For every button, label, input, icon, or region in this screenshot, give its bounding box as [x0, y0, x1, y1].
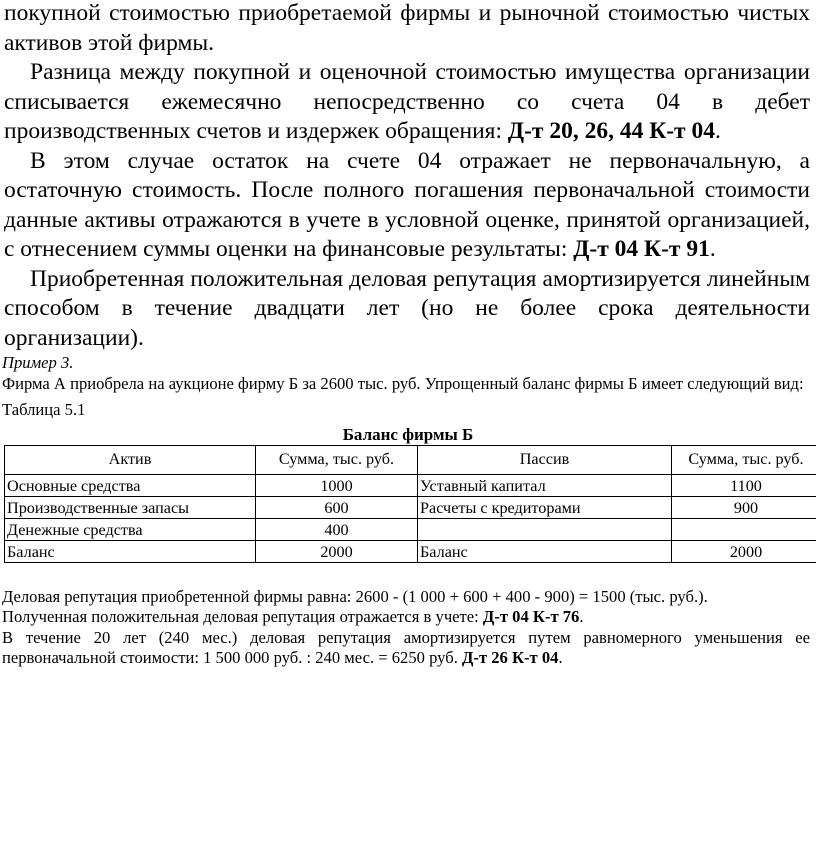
cell-asset: Основные средства: [5, 474, 256, 496]
paragraph-2-entry: Д-т 20, 26, 44 К-т 04: [507, 118, 715, 144]
example-label: Пример 3.: [2, 353, 74, 372]
amortization-end: .: [558, 648, 563, 667]
cell-liability: Расчеты с кредиторами: [418, 496, 672, 518]
goodwill-entry: Д-т 04 К-т 76: [482, 607, 580, 626]
cell-asset: Денежные средства: [5, 518, 256, 540]
paragraph-1: [0, 0, 816, 58]
example-text: Фирма А приобрела на аукционе фирму Б за 2600 тыс. руб. Упрощенный баланс фирмы Б имеет следующий вид:: [2, 373, 804, 393]
cell-liability: Уставный капитал: [418, 474, 672, 496]
table-title: Баланс фирмы Б: [342, 424, 474, 444]
goodwill-entry-paragraph: [0, 607, 816, 628]
balance-table: [4, 445, 816, 563]
cell-asset: Производственные запасы: [5, 496, 256, 518]
paragraph-3: [0, 147, 816, 265]
paragraph-2-end: .: [714, 118, 721, 144]
cell-liability-sum: 900: [672, 496, 816, 518]
cell-asset-sum: 600: [256, 496, 418, 518]
paragraph-2-text: Разница между покупной и оценочной стоимостью имущества организации списывается ежемесячно непосредственно со счета 04 в дебет производственных счетов и издержек обращения:: [4, 59, 810, 144]
table-number: Таблица 5.1: [2, 400, 86, 419]
amortization-paragraph: [0, 628, 816, 669]
goodwill-entry-end: .: [579, 607, 584, 626]
cell-asset-sum: 400: [256, 518, 418, 540]
table-row: [5, 496, 816, 518]
cell-asset: Баланс: [5, 540, 256, 562]
table-header-row: [5, 445, 816, 474]
paragraph-3-entry: Д-т 04 К-т 91: [573, 236, 710, 262]
header-asset: Актив: [5, 445, 256, 474]
header-asset-sum: Сумма, тыс. руб.: [256, 445, 418, 474]
header-liability: Пассив: [418, 445, 672, 474]
cell-liability-sum: 1100: [672, 474, 816, 496]
cell-liability: [418, 518, 672, 540]
goodwill-calculation: Деловая репутация приобретенной фирмы равна: 2600 - (1 000 + 600 + 400 - 900) = 1500 (тыс. руб.).: [2, 586, 708, 606]
amortization-text: В течение 20 лет (240 мес.) деловая репутация амортизируется путем равномерного уменьшения ее первоначальной стоимости: 1 500 000 руб. : 240 мес. = 6250 руб.: [2, 627, 810, 667]
goodwill-entry-text: Полученная положительная деловая репутация отражается в учете:: [2, 607, 483, 626]
table-row: [5, 474, 816, 496]
cell-asset-sum: 2000: [256, 540, 418, 562]
paragraph-2: [0, 58, 816, 147]
table-row: [5, 540, 816, 562]
amortization-entry: Д-т 26 К-т 04: [462, 648, 559, 667]
header-liability-sum: Сумма, тыс. руб.: [672, 445, 816, 474]
paragraph-1-text: покупной стоимостью приобретаемой фирмы и рыночной стоимостью чистых активов этой фирмы.: [4, 0, 810, 56]
cell-liability-sum: 2000: [672, 540, 816, 562]
table-row: [5, 518, 816, 540]
cell-asset-sum: 1000: [256, 474, 418, 496]
paragraph-3-end: .: [709, 236, 716, 262]
paragraph-4-text: Приобретенная положительная деловая репутация амортизируется линейным способом в течение двадцати лет (но не более срока деятельности организации).: [4, 265, 810, 351]
cell-liability: Баланс: [418, 540, 672, 562]
cell-liability-sum: [672, 518, 816, 540]
paragraph-4: [0, 265, 816, 354]
paragraph-3-text: В этом случае остаток на счете 04 отражает не первоначальную, а остаточную стоимость. После полного погашения первоначальной стоимости данные активы отражаются в учете в условной оценке, принятой организацией, с отнесением суммы оценки на финансовые результаты:: [4, 147, 810, 262]
